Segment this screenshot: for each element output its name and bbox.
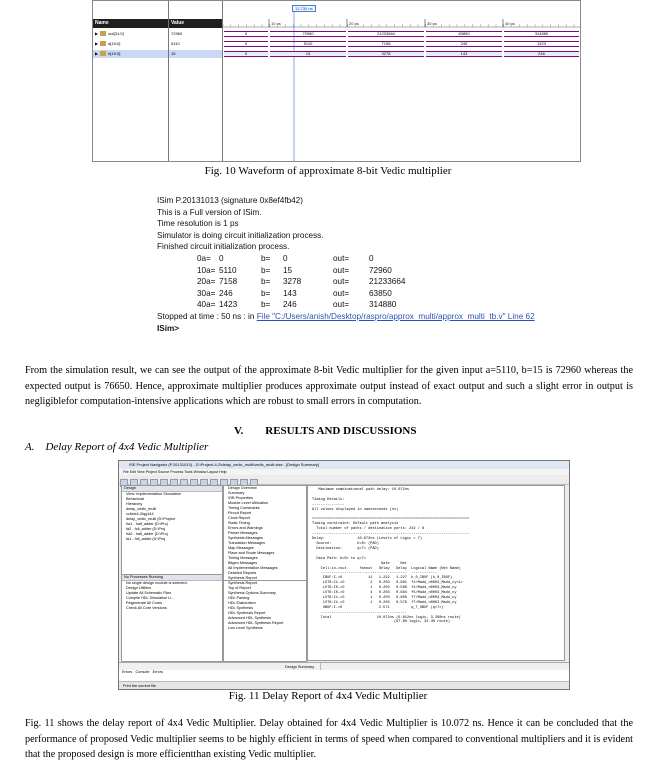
overview-item[interactable]: Translation Messages <box>228 541 266 545</box>
overview-item[interactable]: Bitgen Messages <box>228 561 258 565</box>
console-table-cell: 0 <box>219 253 224 263</box>
signal-row[interactable] <box>93 30 168 38</box>
bus-value-label: 1423 <box>537 41 546 46</box>
console-tab[interactable]: Console <box>135 670 150 674</box>
report-section-item[interactable]: HDL Parsing <box>228 596 250 600</box>
expand-arrow-icon[interactable]: ▶ <box>95 41 99 46</box>
console-table-cell: b= <box>261 253 271 263</box>
errors-pane <box>119 670 569 681</box>
console-table-cell: 40a= <box>197 300 216 310</box>
overview-item[interactable]: Errors and Warnings <box>228 526 263 530</box>
bus-value-label: 3278 <box>381 51 391 56</box>
console-table-cell: 5110 <box>219 265 237 275</box>
waveform-viewer[interactable] <box>92 0 581 162</box>
overview-item[interactable]: Pinout Report <box>228 511 252 515</box>
report-section-item[interactable]: Advanced HDL Synthesis <box>228 616 271 620</box>
bus-value-label: 0 <box>244 31 248 36</box>
time-tick-label: 40 ns <box>505 21 515 26</box>
hierarchy-item[interactable]: delay_vedic_multi <box>126 507 157 511</box>
hierarchy-item[interactable]: Hierarchy <box>126 502 143 506</box>
paragraph-simulation-result: From the simulation result, we can see the output of the approximate 8-bit Vedic multiplier for the given input a=5110, b=15 is 72960 whereas the expected output is 76650. Hence, approximate multiplier produces approximate output instead of exact output and such a slight error in output is negligiblefor computation-intensive applications which are robust to small errors in computation. <box>25 365 633 408</box>
bus-value-label: 0 <box>244 51 248 56</box>
isim-prompt[interactable]: ISim> <box>157 323 180 333</box>
overview-item[interactable]: Static Timing <box>228 521 250 525</box>
overview-item[interactable]: Detailed Reports <box>228 571 257 575</box>
bus-value-label: 7158 <box>381 41 391 46</box>
fig11-caption: Fig. 11 Delay Report of 4x4 Vedic Multiplier <box>228 690 428 702</box>
console-table-cell: b= <box>261 277 271 287</box>
synthesis-report-navigator[interactable] <box>223 580 307 662</box>
console-table-cell: b= <box>261 300 271 310</box>
signal-name: a[15:0] <box>108 41 121 46</box>
name-column-header: Name <box>93 19 168 28</box>
signal-name: out[31:0] <box>108 31 124 36</box>
bus-value-label: 246 <box>538 51 545 56</box>
signal-name-column <box>93 1 169 161</box>
processes-pane-header: No Processes Running <box>122 575 222 581</box>
bus-value-label: 21233664 <box>377 31 395 36</box>
section-heading: V. RESULTS AND DISCUSSIONS <box>234 425 417 437</box>
console-line: This is a Full version of ISim. <box>157 207 262 217</box>
process-item[interactable]: Compile HDL Simulation Li... <box>126 596 175 600</box>
signal-row[interactable] <box>93 50 168 58</box>
bus-signal-icon <box>100 31 106 36</box>
bus-value-label: 72960 <box>302 31 314 36</box>
console-table-cell: b= <box>261 265 271 275</box>
hierarchy-item[interactable]: fa2 - full_adder (D:\Proj <box>126 527 166 531</box>
overview-item[interactable]: Design Overview <box>228 486 257 490</box>
signal-value: 5110 <box>171 41 180 46</box>
console-table-cell: out= <box>333 288 350 298</box>
subsection-heading: A. Delay Report of 4x4 Vedic Multiplier <box>25 441 209 453</box>
overview-item[interactable]: Synthesis Messages <box>228 536 263 540</box>
process-item[interactable]: Check All Core Versions <box>126 606 167 610</box>
console-table-cell: 10a= <box>197 265 216 275</box>
console-table-cell: 314880 <box>369 300 397 310</box>
console-table-cell: 0 <box>369 253 374 263</box>
overview-item[interactable]: Timing Constraints <box>228 506 260 510</box>
process-item[interactable]: Regenerate All Cores <box>126 601 163 605</box>
stopped-line <box>157 311 535 323</box>
console-table-cell: 0a= <box>197 253 211 263</box>
overview-item[interactable]: All Implementation Messages <box>228 566 278 570</box>
bus-value-label: 63850 <box>458 31 470 36</box>
console-table-cell: 0 <box>283 253 288 263</box>
hierarchy-item[interactable]: View: Implementation Simulation <box>126 492 182 496</box>
time-tick-label: 20 ns <box>349 21 359 26</box>
menu-bar[interactable]: File Edit View Project Source Process Tools Window Layout Help <box>119 469 569 475</box>
console-table-cell: 15 <box>283 265 293 275</box>
isim-console-output <box>157 195 535 345</box>
design-overview-tree[interactable] <box>223 485 307 581</box>
bus-value-label: 314880 <box>534 31 549 36</box>
waveform-plot-area[interactable] <box>223 1 580 161</box>
report-section-item[interactable]: HDL Synthesis <box>228 606 253 610</box>
report-section-item[interactable]: Low Level Synthesis <box>228 626 263 630</box>
bus-signal-icon <box>100 51 106 56</box>
console-line: ISim P.20131013 (signature 0x8ef4fb42) <box>157 196 303 205</box>
timing-report-text: Maximum combinational path delay: 10.072ns Timing Details: --------------- All values displayed in nanoseconds (ns) ========================================================================= Timing constraint: Default path analysis Total number of paths / destination ports: 242 / 8 ------------------------------------------------------------------------- Delay: 10.072ns (Levels of Logic = 7) Source: b<0> (PAD) Destination: q<7> (PAD) Data Path: b<0> to q<7> Gate Net Cell:in->out fanout Delay Delay Logical Name (Net Name) ---------------------------------------- ------------ IBUF:I->O 11 1.222 1.227 b_0_IBUF (b_0_IBUF) LUT6:I1->O 2 0.203 0.981 f1/Madd_n0003_Madd_cy<1> LUT6:I0->O 1 0.203 0.580 f4/Madd_n0003_Madd_cy LUT6:I0->O 4 0.203 0.684 f5/Madd_n0003_Madd_cy LUT6:I1->O 1 0.203 0.808 f7/Madd_n0003_Madd_cy LUT6:I1->O 1 0.203 0.579 f7/Madd_n0003_Madd_cy OBUF:I->O 2.571 q_7_OBUF (q<7>) ---------------------------------------- Total 10.072ns (6.812ns logic, 3.260ns route) (67.6% logic, 32.4% route) <box>307 485 565 661</box>
report-section-item[interactable]: HDL Synthesis Report <box>228 611 266 615</box>
report-section-item[interactable]: Top of Report <box>228 586 251 590</box>
console-table-cell: out= <box>333 277 350 287</box>
console-table-cell: 21233664 <box>369 277 406 287</box>
console-table-cell: 20a= <box>197 277 216 287</box>
process-item[interactable]: Design Utilities <box>126 586 152 590</box>
bus-value-label: 246 <box>460 41 468 46</box>
paragraph-delay-report: Fig. 11 shows the delay report of 4x4 Vedic Multiplier. Delay obtained for 4x4 Vedic Multiplier is 10.072 ns. Hence it can be concluded that the performance of proposed Vedic multiplier seems to be highly efficient in terms of speed when compared to conventional multipliers and it is evident that the proposed design is more efficientthan existing Vedic multiplier. <box>25 718 633 761</box>
signal-row[interactable] <box>93 40 168 48</box>
overview-item[interactable]: Summary <box>228 491 245 495</box>
console-table-cell: 30a= <box>197 288 216 298</box>
hierarchy-item[interactable]: fa1 - full_adder (D:\Proj <box>126 537 166 541</box>
console-table-cell: 246 <box>219 288 233 298</box>
overview-item[interactable]: Map Messages <box>228 546 254 550</box>
status-bar: Print the current file <box>119 681 569 689</box>
processes-pane[interactable] <box>121 574 223 662</box>
value-column-header: Value <box>169 19 222 28</box>
console-table-cell: b= <box>261 288 271 298</box>
console-table-cell: 7158 <box>219 277 238 287</box>
overview-item[interactable]: Module Level Utilization <box>228 501 269 505</box>
console-table-cell: 1423 <box>219 300 238 310</box>
process-item[interactable]: No single design module is selected. <box>126 581 188 585</box>
console-table-cell: out= <box>333 265 350 275</box>
report-section-item[interactable]: Synthesis Options Summary <box>228 591 276 595</box>
console-table-cell: 63850 <box>369 288 392 298</box>
design-hierarchy-pane[interactable] <box>121 485 223 575</box>
window-title: ISE Project Navigator (P.20131013) - D:\Project-4-2\delay_vedic_multi\vedic_multi.xise - [Design Summary] <box>119 461 569 469</box>
console-table-cell: 143 <box>283 288 297 298</box>
console-line: Finished circuit initialization process. <box>157 242 290 252</box>
overview-item[interactable]: Place and Route Messages <box>228 551 275 555</box>
stopped-text: Stopped at time : 50 ns : in <box>157 311 257 321</box>
bus-value-label: 15 <box>305 51 311 56</box>
process-item[interactable]: Update All Schematic Files <box>126 591 172 595</box>
signal-value: 15 <box>169 50 222 58</box>
bus-value-label: 0 <box>244 41 248 46</box>
design-pane-header: Design <box>122 486 222 492</box>
overview-item[interactable]: Synthesis Report <box>228 576 257 580</box>
console-table-cell: 72960 <box>369 265 392 275</box>
time-tick-label: 10 ns <box>271 21 281 26</box>
overview-item[interactable]: Timing Messages <box>228 556 258 560</box>
console-line: Time resolution is 1 ps <box>157 219 239 229</box>
expand-arrow-icon[interactable]: ▶ <box>95 51 99 56</box>
console-table-cell: 3278 <box>283 277 302 287</box>
console-table-cell: out= <box>333 253 350 263</box>
cursor-time-label: 12,730 ns <box>292 5 316 12</box>
report-section-item[interactable]: Synthesis Report <box>228 581 257 585</box>
time-tick-label: 30 ns <box>427 21 437 26</box>
hierarchy-item[interactable]: delay_vedic_multi (D:\Project <box>126 517 176 521</box>
bus-value-label: 143 <box>460 51 468 56</box>
overview-item[interactable]: IOB Properties <box>228 496 253 500</box>
source-file-link[interactable]: File "C:/Users/anish/Desktop/raspro/approx_multi/approx_multi_tb.v" Line 62 <box>256 311 535 321</box>
fig10-caption: Fig. 10 Waveform of approximate 8-bit Vedic multiplier <box>204 165 452 177</box>
overview-item[interactable]: Parser Messages <box>228 531 258 535</box>
hierarchy-item[interactable]: ha1 - half_adder (D:\Proj <box>126 522 168 526</box>
hierarchy-item[interactable]: ha2 - half_adder (D:\Proj <box>126 532 168 536</box>
design-summary-tab[interactable]: Design Summary <box>279 663 321 671</box>
signal-value: 72960 <box>171 31 183 36</box>
console-table-cell: 246 <box>283 300 297 310</box>
expand-arrow-icon[interactable]: ▶ <box>95 31 99 36</box>
signal-value-column <box>169 1 223 161</box>
errors-tab[interactable]: Errors <box>152 670 163 674</box>
ise-project-navigator-window[interactable] <box>118 460 570 690</box>
report-section-item[interactable]: HDL Elaboration <box>228 601 256 605</box>
bus-signal-icon <box>100 41 106 46</box>
console-line: Simulator is doing circuit initialization process. <box>157 230 324 240</box>
bus-value-label: 5110 <box>303 41 313 46</box>
hierarchy-item[interactable]: Behavioral <box>126 497 144 501</box>
console-table-cell: out= <box>333 300 350 310</box>
errors-label: Errors <box>122 670 133 674</box>
hierarchy-item[interactable]: xc6slx4-2tqg144 <box>126 512 154 516</box>
overview-item[interactable]: Clock Report <box>228 516 250 520</box>
signal-name: b[15:0] <box>108 51 121 56</box>
toolbar[interactable] <box>119 475 569 485</box>
report-section-item[interactable]: Advanced HDL Synthesis Report <box>228 621 284 625</box>
